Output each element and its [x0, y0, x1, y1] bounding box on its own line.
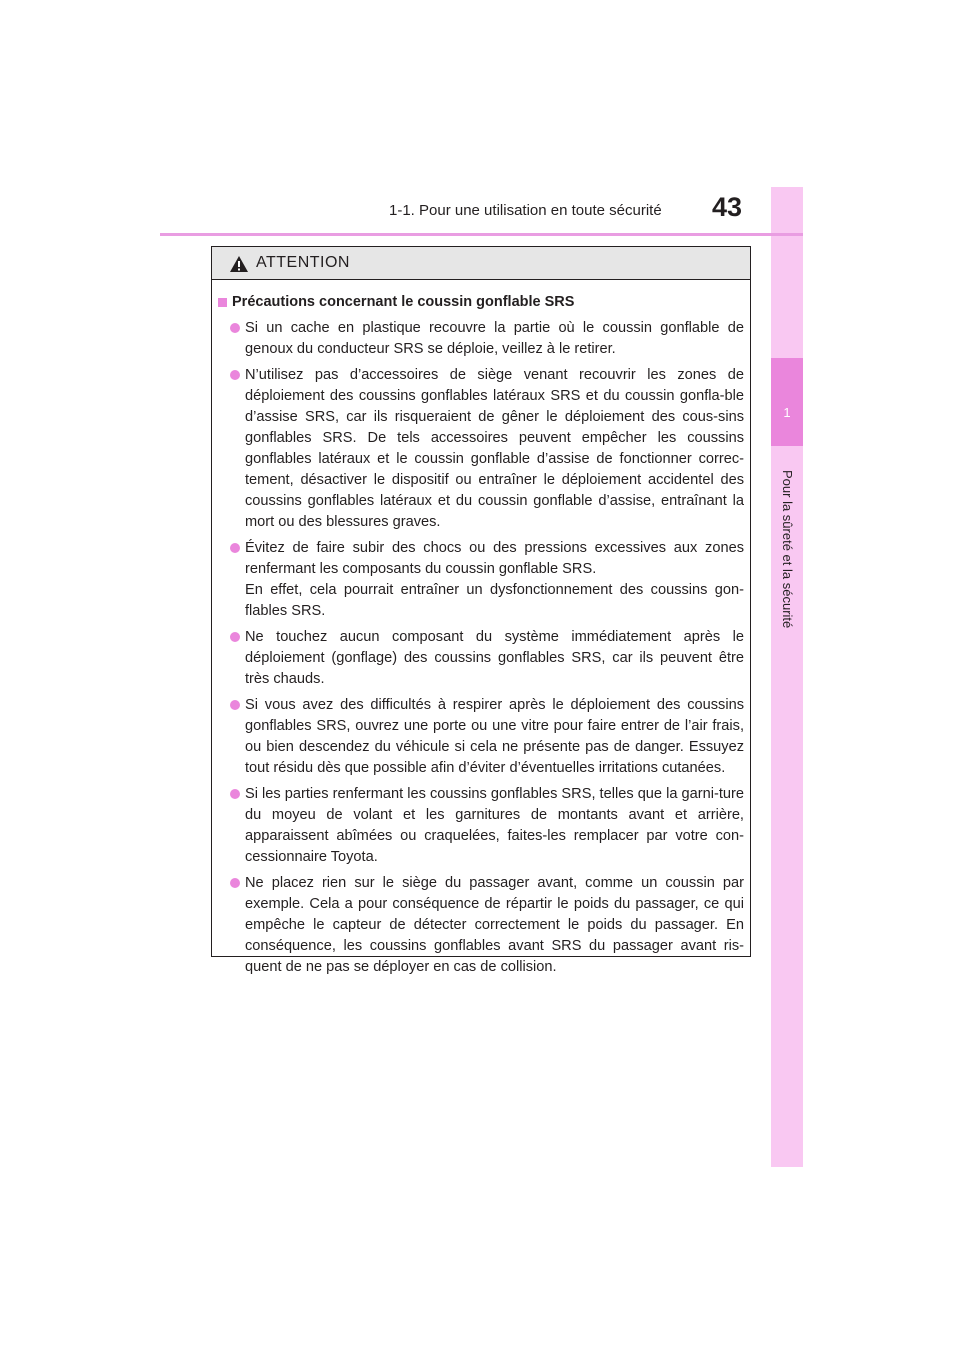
- section-heading: [216, 292, 744, 312]
- section-title: 1-1. Pour une utilisation en toute sécurité: [389, 202, 662, 219]
- bullet-text: N’utilisez pas d’accessoires de siège venant recouvrir les zones de déploiement des coussins gonflables latéraux SRS et du coussin gonfla-ble d’assise SRS, car ils risqueraient de gêner le déploiement des cous-sins gonflables SRS. De tels accessoires peuvent empêcher les coussins gonflables latéraux et le coussin gonflable d’assise de fonctionner correc-tement, désactiver le dispositif ou entraîner le déploiement accidentel des coussins gonflables latéraux et du coussin gonflable d’assise, entraînant la mort ou des blessures graves.: [245, 367, 744, 530]
- bullet-dot-icon: [230, 789, 240, 799]
- chapter-label: Pour la sûreté et la sécurité: [780, 470, 795, 629]
- warning-box: [211, 246, 751, 975]
- warning-title: ATTENTION: [256, 254, 350, 271]
- square-bullet-icon: [218, 298, 227, 307]
- chapter-tab-marker: [771, 358, 803, 446]
- bullet-text: Ne touchez aucun composant du système immédiatement après le déploiement (gonflage) des coussins gonflables SRS, car ils peuvent être très chauds.: [245, 629, 744, 687]
- bullet-dot-icon: [230, 878, 240, 888]
- bullet-text: Ne placez rien sur le siège du passager avant, comme un coussin par exemple. Cela a pour conséquence de répartir le poids du passager, ce qui empêche le capteur de détecter correctement le poids du passager. En conséquence, les coussins gonflables avant SRS du passager avant ris-quent de ne pas se déployer en cas de collision.: [245, 875, 744, 975]
- list-item: [216, 627, 744, 690]
- section-heading-text: Précautions concernant le coussin gonflable SRS: [232, 294, 575, 310]
- bullet-text: Évitez de faire subir des chocs ou des pressions excessives aux zones renfermant les composants du coussin gonflable SRS.: [245, 540, 744, 577]
- bullet-dot-icon: [230, 370, 240, 380]
- bullet-dot-icon: [230, 632, 240, 642]
- bullet-text: En effet, cela pourrait entraîner un dysfonctionnement des coussins gon-flables SRS.: [245, 582, 744, 619]
- bullet-list: [216, 318, 744, 978]
- warning-triangle-icon: [229, 255, 249, 273]
- header-rule: [160, 233, 803, 236]
- bullet-dot-icon: [230, 543, 240, 553]
- bullet-dot-icon: [230, 700, 240, 710]
- bullet-text: Si un cache en plastique recouvre la partie où le coussin gonflable de genoux du conducteur SRS se déploie, veillez à le retirer.: [245, 320, 744, 357]
- warning-body: [212, 280, 750, 978]
- list-item: [216, 873, 744, 978]
- list-item: [216, 784, 744, 868]
- list-item: [216, 318, 744, 360]
- list-item: [216, 538, 744, 622]
- list-item: [216, 695, 744, 779]
- bullet-text: Si les parties renfermant les coussins gonflables SRS, telles que la garni-ture du moyeu de volant et les garnitures de montants avant et arrière, apparaissent abîmées ou craquelées, faites-les remplacer par votre con-cessionnaire Toyota.: [245, 786, 744, 865]
- warning-header: [212, 247, 750, 280]
- list-item: [216, 365, 744, 533]
- bullet-text: Si vous avez des difficultés à respirer après le déploiement des coussins gonflables SRS, ouvrez une porte ou une vitre pour faire entrer de l’air frais, ou bien descendez du véhicule si cela ne présente pas de danger. Essuyez tout résidu dès que possible afin d’éviter d’éventuelles irritations cutanées.: [245, 697, 744, 776]
- page-number: 43: [712, 192, 743, 222]
- bullet-dot-icon: [230, 323, 240, 333]
- chapter-number: 1: [783, 405, 791, 420]
